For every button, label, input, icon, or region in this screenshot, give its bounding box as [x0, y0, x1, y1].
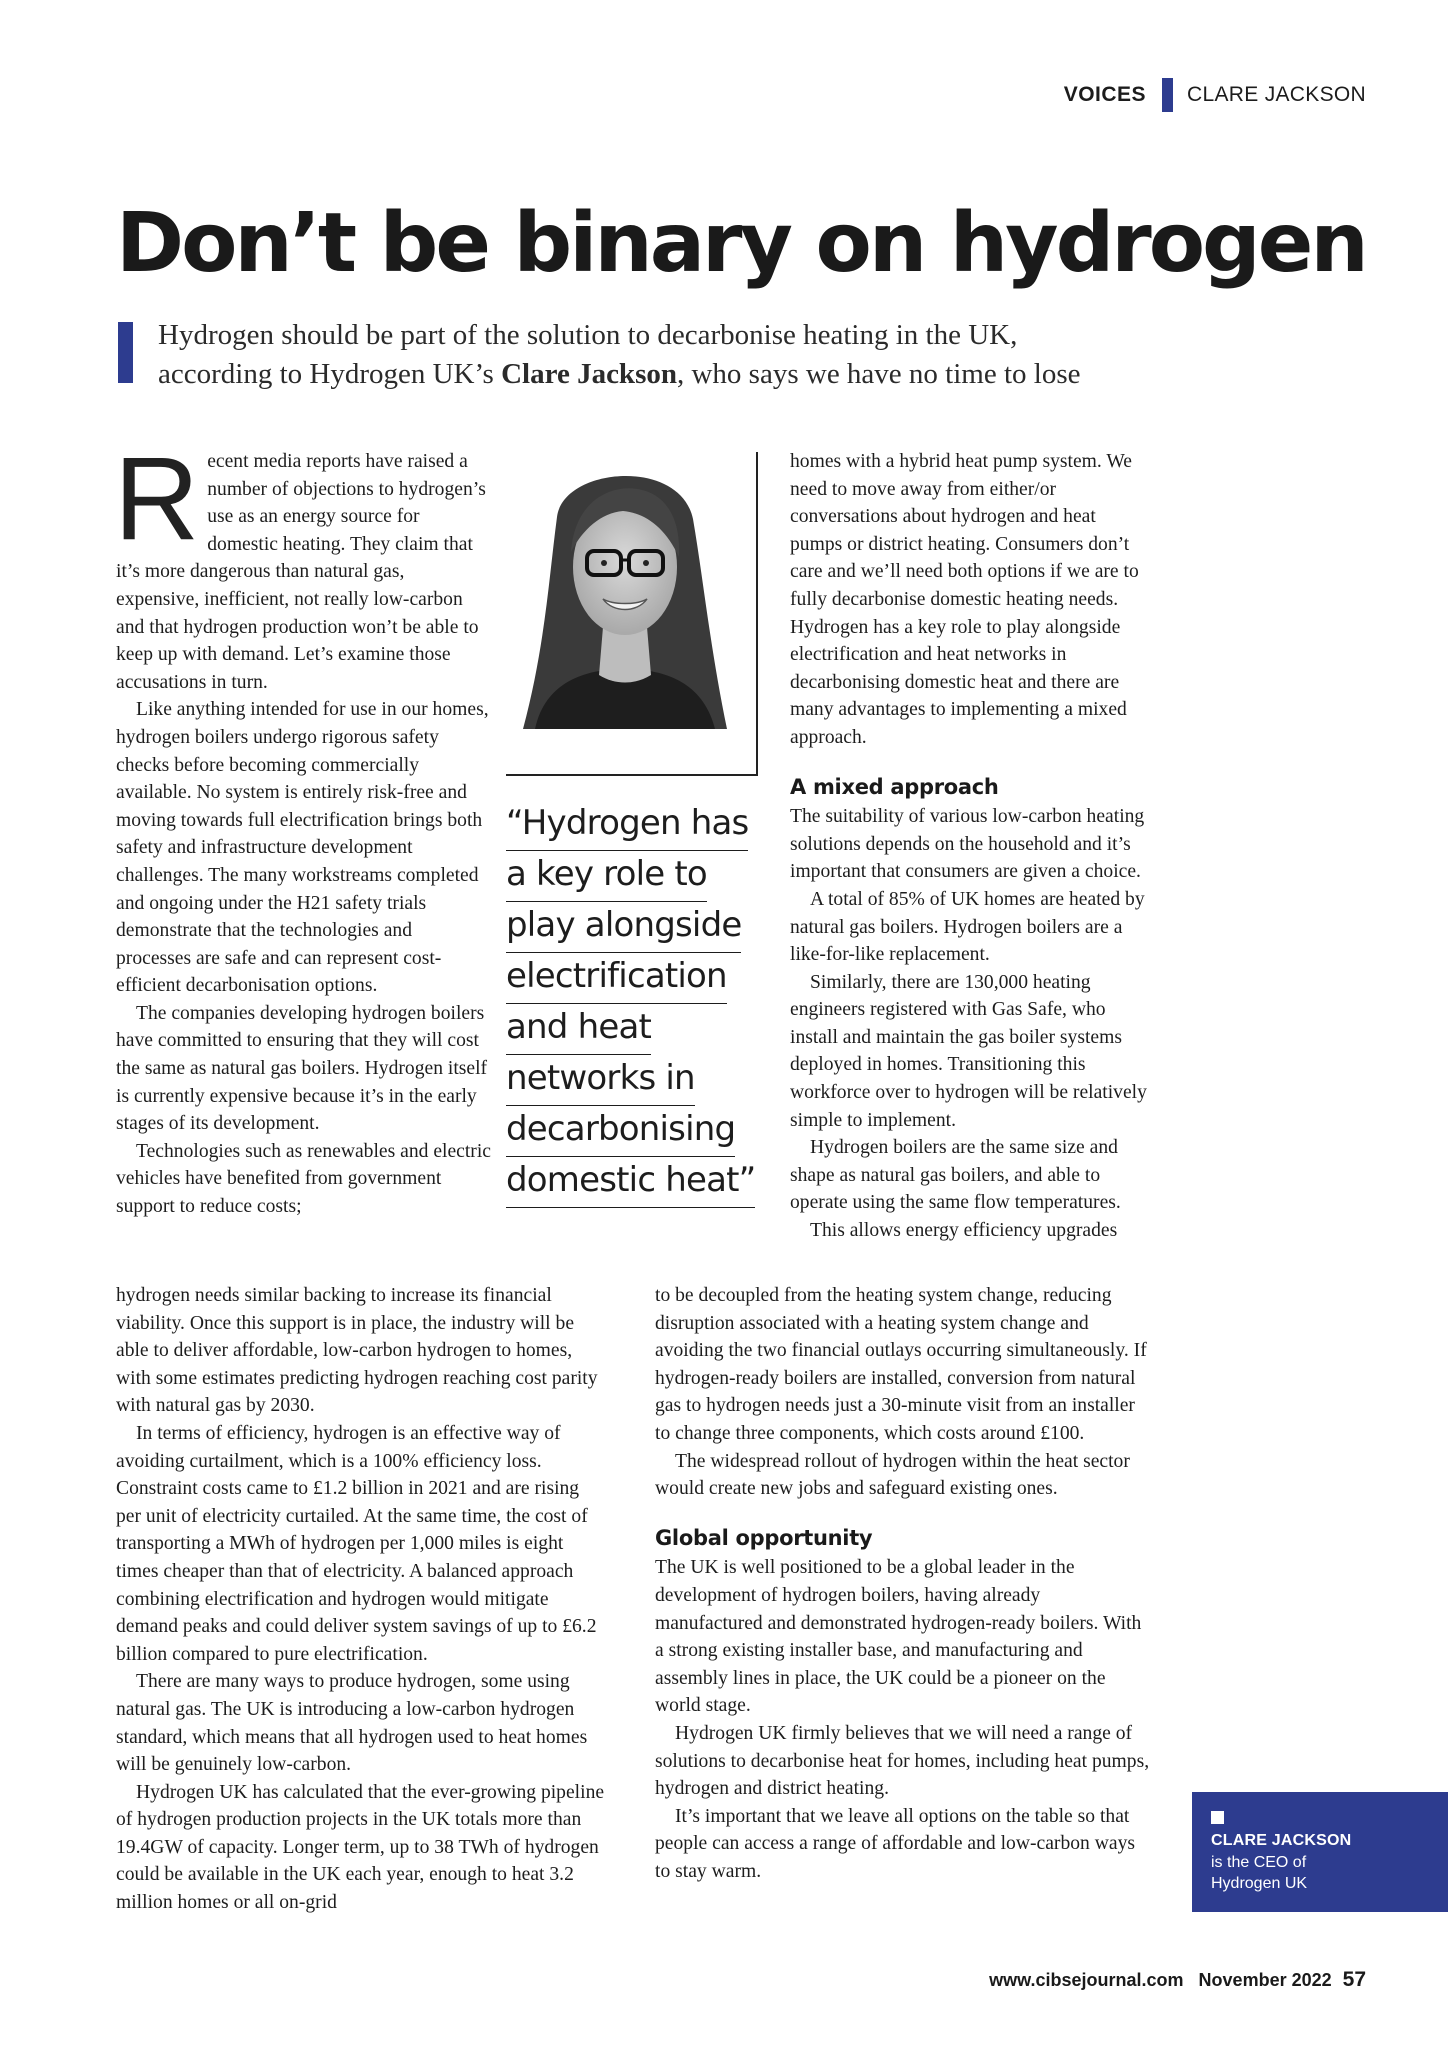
paragraph: Hydrogen boilers are the same size and shape as natural gas boilers, and able to operate using the same flow temperatures.: [790, 1137, 1121, 1214]
drop-cap: R: [114, 433, 200, 565]
paragraph: This allows energy efficiency upgrades: [810, 1220, 1118, 1242]
footer-issue: November 2022: [1198, 1970, 1332, 1990]
standfirst-line1: Hydrogen should be part of the solution to decarbonise heating in the UK,: [158, 319, 1018, 351]
page-number: 57: [1342, 1968, 1366, 1991]
paragraph: A total of 85% of UK homes are heated by natural gas boilers. Hydrogen boilers are a like-for-like replacement.: [790, 888, 1145, 966]
body-column-2-lower: [655, 1282, 1152, 1885]
pull-quote-line: a key role to: [506, 851, 707, 902]
body-column-1: [114, 433, 491, 1221]
paragraph: The widespread rollout of hydrogen within the heat sector would create new jobs and safeguard existing ones.: [655, 1450, 1130, 1500]
author-bio-box: [1192, 1792, 1448, 1912]
pull-quote-line: decarbonising: [506, 1106, 735, 1157]
paragraph: homes with a hybrid heat pump system. We need to move away from either/or conversations about hydrogen and heat pumps or district heating. Consumers don’t care and we’ll need both options if we are to fully decarbonise domestic heating needs. Hydrogen has a key role to play alongside electrification and heat networks in decarbonising domestic heat and there are many advantages to implementing a mixed approach.: [790, 451, 1139, 748]
section-label: VOICES: [1063, 83, 1147, 106]
paragraph: hydrogen needs similar backing to increase its financial viability. Once this support is in place, the industry will be able to deliver affordable, low-carbon hydrogen to homes, with some estimates predicting hydrogen reaching cost parity with natural gas by 2030.: [116, 1285, 598, 1417]
body-column-2: [790, 448, 1152, 1245]
bio-role: is the CEO of Hydrogen UK: [1211, 1854, 1308, 1892]
standfirst-bar: [118, 322, 133, 383]
bio-square-icon: [1211, 1811, 1224, 1824]
pull-quote-line: domestic heat”: [506, 1157, 755, 1208]
footer-url[interactable]: www.cibsejournal.com: [989, 1970, 1184, 1990]
paragraph: It’s important that we leave all options on the table so that people can access a range of affordable and low-carbon ways to stay warm.: [655, 1805, 1135, 1882]
subhead-mixed-approach: A mixed approach: [790, 774, 999, 799]
pull-quote-line: electrification: [506, 953, 727, 1004]
pull-quote: [506, 800, 766, 1208]
paragraph: In terms of efficiency, hydrogen is an effective way of avoiding curtailment, which is a 100% efficiency loss. Constraint costs came to £1.2 billion in 2021 and are rising per unit of electricity curtailed. At the same time, the cost of transporting a MWh of hydrogen per 1,000 miles is eight times cheaper than that of electricity. A balanced approach combining electrification and hydrogen would mitigate demand peaks and could deliver system savings of up to £6.2 billion compared to pure electrification.: [116, 1422, 597, 1665]
standfirst-line2-pre: according to Hydrogen UK’s: [158, 358, 502, 390]
paragraph: The suitability of various low-carbon heating solutions depends on the household and it’s important that consumers are given a choice.: [790, 806, 1145, 883]
paragraph: ecent media reports have raised a number of objections to hydrogen’s use as an energy source for domestic heating. They claim that it’s more dangerous than natural gas, expensive, inefficient, not really low-carbon and that hydrogen production won’t be able to keep up with demand. Let’s examine those accusations in turn.: [116, 451, 486, 693]
paragraph: There are many ways to produce hydrogen, some using natural gas. The UK is introducing a low-carbon hydrogen standard, which means that all hydrogen used to heat homes will be genuinely low-carbon.: [116, 1671, 588, 1776]
author-label: CLARE JACKSON: [1187, 83, 1366, 106]
page-footer: [989, 1968, 1366, 1992]
header-divider-bar: [1162, 78, 1173, 112]
bio-name: CLARE JACKSON: [1211, 1832, 1352, 1849]
paragraph: The companies developing hydrogen boilers have committed to ensuring that they will cost the same as natural gas boilers. Hydrogen itself is currently expensive because it’s in the early stages of its development.: [116, 1002, 488, 1135]
paragraph: Hydrogen UK firmly believes that we will need a range of solutions to decarbonise heat for homes, including heat pumps, hydrogen and district heating.: [655, 1722, 1150, 1800]
paragraph: The UK is well positioned to be a global leader in the development of hydrogen boilers, having already manufactured and demonstrated hydrogen-ready boilers. With a strong existing installer base, and manufacturing and assembly lines in place, the UK could be a pioneer on the world stage.: [655, 1557, 1142, 1717]
pull-quote-line: and heat: [506, 1004, 651, 1055]
pull-quote-line: play alongside: [506, 902, 741, 953]
paragraph: Similarly, there are 130,000 heating engineers registered with Gas Safe, who install and maintain the gas boiler systems deployed in homes. Transitioning this workforce over to hydrogen will be relatively simple to implement.: [790, 971, 1147, 1131]
paragraph: Hydrogen UK has calculated that the ever-growing pipeline of hydrogen production projects in the UK totals more than 19.4GW of capacity. Longer term, up to 38 TWh of hydrogen could be available in the UK each year, enough to heat 3.2 million homes or all on-grid: [116, 1781, 605, 1914]
subhead-global-opportunity: Global opportunity: [655, 1525, 873, 1550]
standfirst: [158, 316, 1258, 394]
body-column-1-lower: [116, 1282, 606, 1917]
paragraph: Technologies such as renewables and electric vehicles have benefited from government support to reduce costs;: [116, 1140, 491, 1218]
paragraph: to be decoupled from the heating system change, reducing disruption associated with a heating system change and avoiding the two financial outlays occurring simultaneously. If hydrogen-ready boilers are installed, conversion from natural gas to hydrogen needs just a 30-minute visit from an installer to change three components, which costs around £100.: [655, 1285, 1147, 1444]
pull-quote-line: networks in: [506, 1055, 695, 1106]
pull-quote-line: “Hydrogen has: [506, 800, 748, 851]
standfirst-line2-post: , who says we have no time to lose: [676, 358, 1081, 390]
portrait-photo: [505, 447, 743, 729]
paragraph: Like anything intended for use in our homes, hydrogen boilers undergo rigorous safety checks before becoming commercially available. No system is entirely risk-free and moving towards full electrification brings both safety and infrastructure development challenges. The many workstreams completed and ongoing under the H21 safety trials demonstrate that the technologies and processes are safe and can represent cost-efficient decarbonisation options.: [116, 699, 489, 997]
running-head: [1064, 78, 1366, 112]
standfirst-author: Clare Jackson: [501, 358, 677, 390]
headline: Don’t be binary on hydrogen: [116, 196, 1366, 291]
